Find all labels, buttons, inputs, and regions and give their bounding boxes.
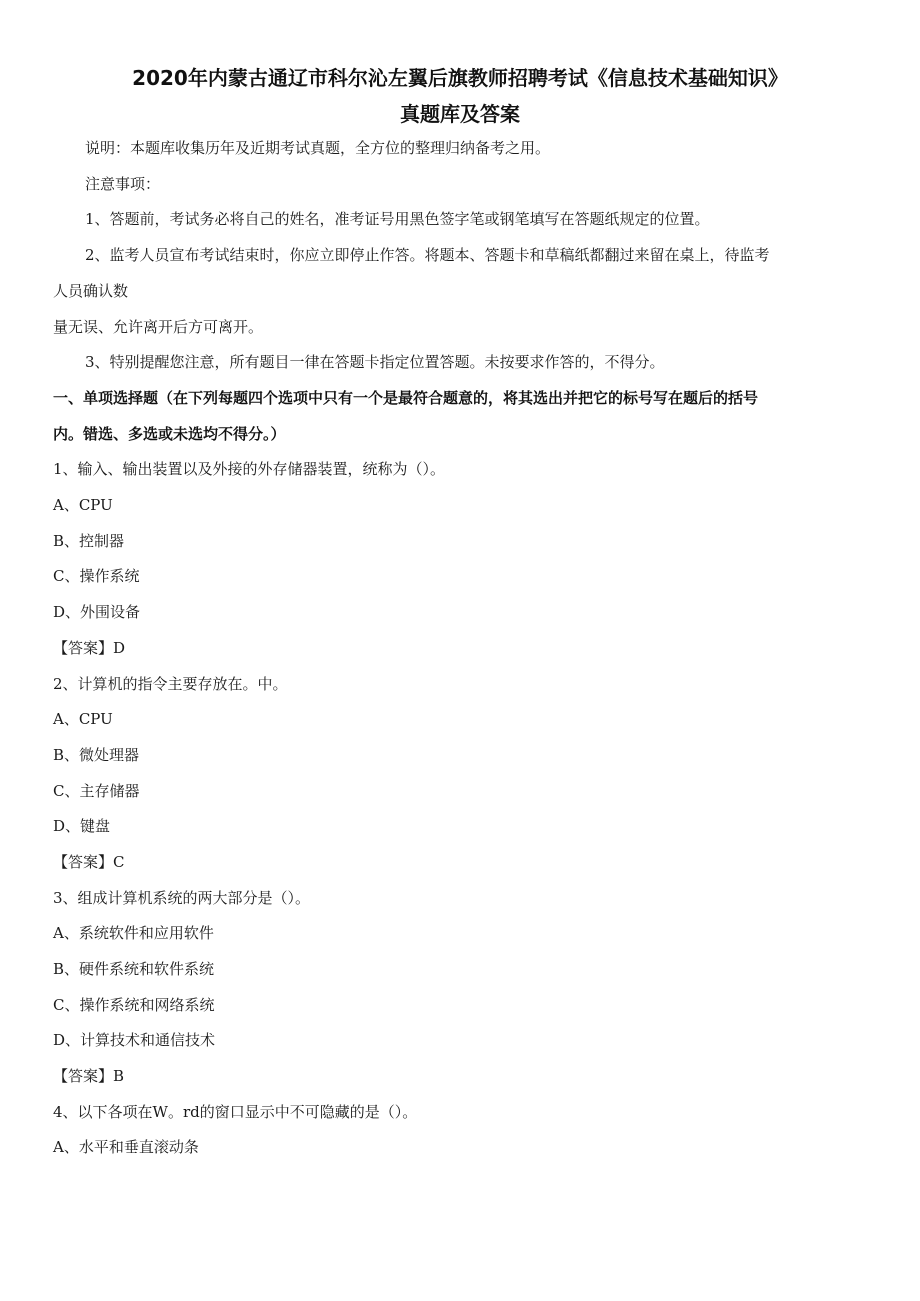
question-3-option-d: D、计算技术和通信技术 (53, 1031, 216, 1049)
question-4-stem: 4、以下各项在W。rd的窗口显示中不可隐藏的是（）。 (53, 1103, 418, 1121)
question-1-option-c: C、操作系统 (53, 567, 140, 585)
notice-rule-2-line2: 人员确认数 (53, 282, 129, 300)
intro-description: 说明：本题库收集历年及近期考试真题，全方位的整理归纳备考之用。 (85, 139, 551, 157)
question-3-answer: 【答案】B (53, 1067, 125, 1085)
question-3-option-b: B、硬件系统和软件系统 (53, 960, 215, 978)
question-3-stem: 3、组成计算机系统的两大部分是（）。 (53, 889, 311, 907)
question-2-option-b: B、微处理器 (53, 746, 140, 764)
question-4-option-a: A、水平和垂直滚动条 (53, 1138, 199, 1156)
question-1-stem: 1、输入、输出装置以及外接的外存储器装置，统称为（）。 (53, 460, 446, 478)
question-2-option-d: D、键盘 (53, 817, 111, 835)
notice-rule-3: 3、特别提醒您注意，所有题目一律在答题卡指定位置答题。未按要求作答的，不得分。 (85, 353, 665, 371)
question-1-option-a: A、CPU (53, 496, 113, 514)
notice-heading: 注意事项： (85, 175, 161, 193)
document-title-line1: 2020年内蒙古通辽市科尔沁左翼后旗教师招聘考试《信息技术基础知识》 (132, 66, 788, 90)
notice-rule-2-line3: 量无误、允许离开后方可离开。 (53, 318, 264, 336)
section-heading-line1: 一、单项选择题（在下列每题四个选项中只有一个是最符合题意的，将其选出并把它的标号写在题后的括号 (53, 389, 759, 407)
document-title-line2: 真题库及答案 (400, 102, 520, 126)
question-1-answer: 【答案】D (53, 639, 126, 657)
question-2-option-c: C、主存储器 (53, 782, 140, 800)
notice-rule-1: 1、答题前，考试务必将自己的姓名，准考证号用黑色签字笔或钢笔填写在答题纸规定的位置。 (85, 210, 710, 228)
question-2-stem: 2、计算机的指令主要存放在。中。 (53, 675, 288, 693)
question-2-answer: 【答案】C (53, 853, 125, 871)
question-3-option-a: A、系统软件和应用软件 (53, 924, 214, 942)
question-2-option-a: A、CPU (53, 710, 113, 728)
question-1-option-b: B、控制器 (53, 532, 125, 550)
section-heading-line2: 内。错选、多选或未选均不得分。） (53, 425, 286, 443)
question-3-option-c: C、操作系统和网络系统 (53, 996, 215, 1014)
question-1-option-d: D、外围设备 (53, 603, 141, 621)
notice-rule-2-line1: 2、监考人员宣布考试结束时，你应立即停止作答。将题本、答题卡和草稿纸都翻过来留在桌上，待监考 (85, 246, 770, 264)
